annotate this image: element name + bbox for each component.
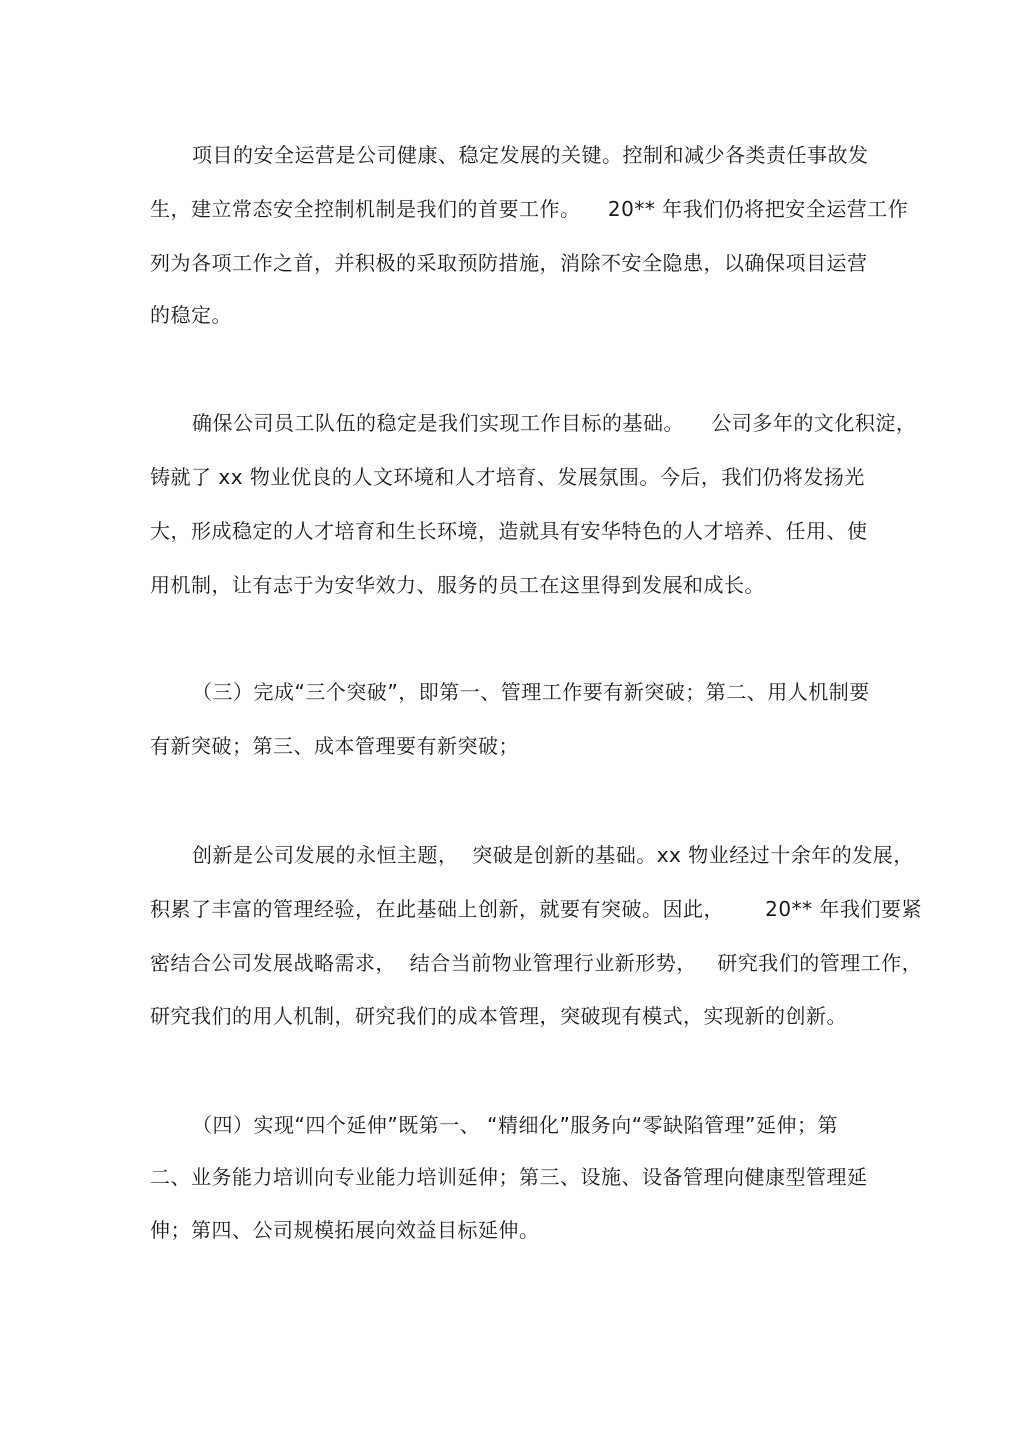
paragraph-4-line-4: 研究我们的用人机制，研究我们的成本管理，突破现有模式，实现新的创新。 <box>150 1004 847 1028</box>
paragraph-5-line-1: （四）实现“四个延伸”既第一、 “精细化”服务向“零缺陷管理”延伸；第 <box>192 1113 839 1137</box>
paragraph-2-line-2: 铸就了 xx 物业优良的人文环境和人才培育、发展氛围。今后，我们仍将发扬光 <box>150 465 865 489</box>
paragraph-1-line-3: 列为各项工作之首，并积极的采取预防措施，消除不安全隐患，以确保项目运营 <box>150 251 868 275</box>
paragraph-3-line-1: （三）完成“三个突破”，即第一、管理工作要有新突破；第二、用人机制要 <box>192 680 870 704</box>
paragraph-1-line-1: 项目的安全运营是公司健康、稳定发展的关键。控制和减少各类责任事故发 <box>192 143 869 167</box>
paragraph-5-line-3: 伸；第四、公司规模拓展向效益目标延伸。 <box>150 1218 540 1242</box>
paragraph-1-line-2: 生，建立常态安全控制机制是我们的首要工作。 20** 年我们仍将把安全运营工作 <box>150 197 909 221</box>
paragraph-4-line-2: 积累了丰富的管理经验，在此基础上创新，就要有突破。因此， 20** 年我们要紧 <box>150 897 922 921</box>
paragraph-4-line-1: 创新是公司发展的永恒主题， 突破是创新的基础。xx 物业经过十余年的发展， <box>192 843 914 867</box>
paragraph-5-line-2: 二、业务能力培训向专业能力培训延伸；第三、设施、设备管理向健康型管理延 <box>150 1165 868 1189</box>
paragraph-4-line-3: 密结合公司发展战略需求， 结合当前物业管理行业新形势， 研究我们的管理工作， <box>150 951 923 975</box>
paragraph-3-line-2: 有新突破；第三、成本管理要有新突破； <box>150 734 519 758</box>
paragraph-2-line-3: 大，形成稳定的人才培育和生长环境，造就具有安华特色的人才培养、任用、使 <box>150 519 868 543</box>
paragraph-1-line-4: 的稳定。 <box>150 303 232 327</box>
paragraph-2-line-1: 确保公司员工队伍的稳定是我们实现工作目标的基础。 公司多年的文化积淀， <box>192 411 917 435</box>
paragraph-2-line-4: 用机制，让有志于为安华效力、服务的员工在这里得到发展和成长。 <box>150 573 765 597</box>
